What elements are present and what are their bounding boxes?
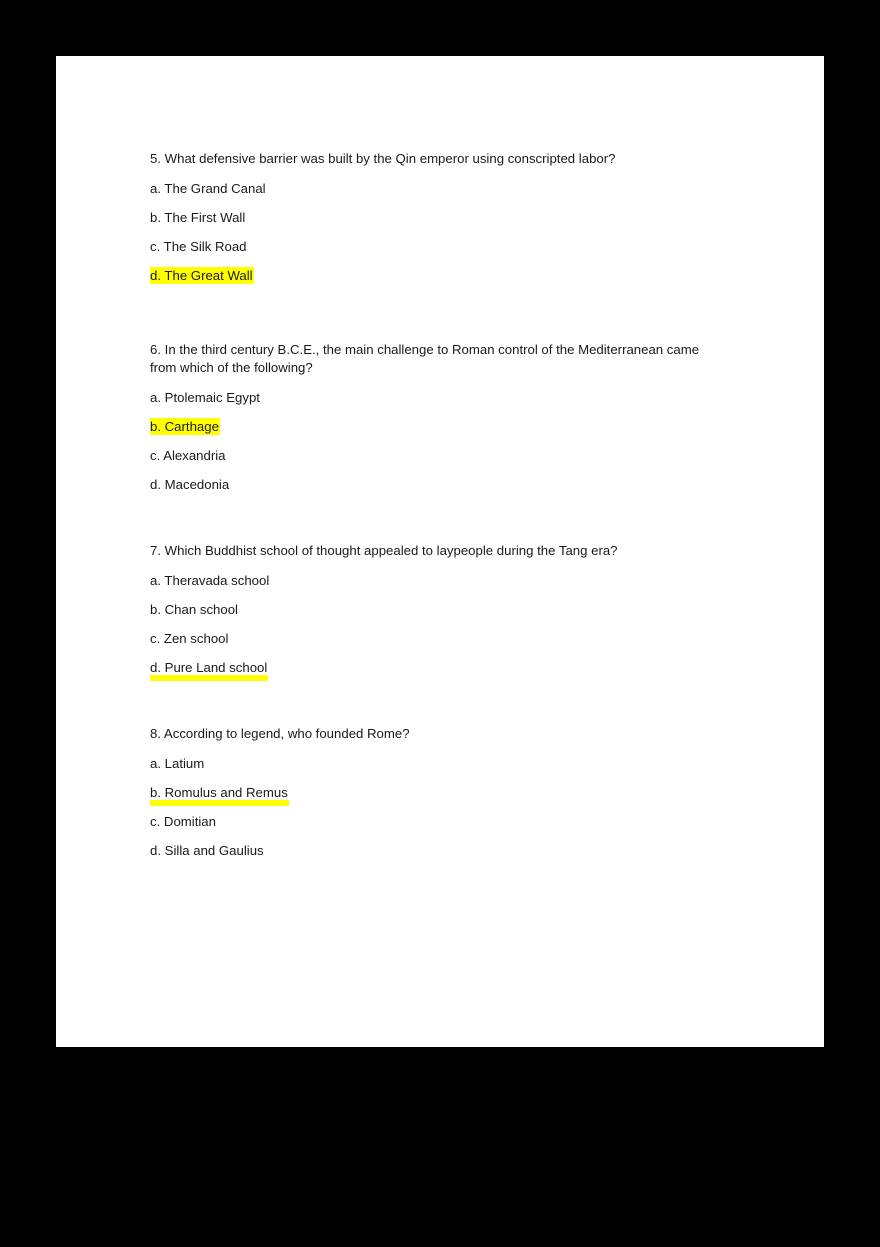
document-page bbox=[56, 56, 824, 1047]
question-text: 8. According to legend, who founded Rome? bbox=[150, 726, 410, 741]
answer-option-label: a. The Grand Canal bbox=[150, 181, 266, 196]
answer-option-label: b. Carthage bbox=[150, 419, 219, 434]
answer-option[interactable] bbox=[150, 842, 710, 860]
answer-option-underlined[interactable] bbox=[150, 659, 710, 677]
answer-option-label: c. Zen school bbox=[150, 631, 229, 646]
answer-option-label: a. Theravada school bbox=[150, 573, 270, 588]
question-text: 5. What defensive barrier was built by the Qin emperor using conscripted labor? bbox=[150, 151, 616, 166]
answer-option-highlighted[interactable] bbox=[150, 267, 710, 285]
answer-option[interactable] bbox=[150, 572, 710, 590]
question-block-6 bbox=[150, 341, 710, 494]
answer-option-label: d. Silla and Gaulius bbox=[150, 843, 264, 858]
answer-option[interactable] bbox=[150, 389, 710, 407]
question-text: 7. Which Buddhist school of thought appealed to laypeople during the Tang era? bbox=[150, 543, 618, 558]
answer-option-label: b. Romulus and Remus bbox=[150, 784, 289, 806]
answer-option-label: d. The Great Wall bbox=[150, 268, 253, 283]
answer-option-highlighted[interactable] bbox=[150, 418, 710, 436]
answer-option[interactable] bbox=[150, 209, 710, 227]
answer-option[interactable] bbox=[150, 476, 710, 494]
question-text: 6. In the third century B.C.E., the main challenge to Roman control of the Mediterranean came from which of the following? bbox=[150, 342, 700, 375]
answer-option-label: a. Ptolemaic Egypt bbox=[150, 390, 260, 405]
answer-option[interactable] bbox=[150, 601, 710, 619]
answer-option[interactable] bbox=[150, 813, 710, 831]
question-block-8 bbox=[150, 725, 710, 860]
answer-option[interactable] bbox=[150, 755, 710, 773]
answer-option-label: c. Alexandria bbox=[150, 448, 226, 463]
answer-option[interactable] bbox=[150, 180, 710, 198]
answer-option-underlined[interactable] bbox=[150, 784, 710, 802]
answer-option-label: c. The Silk Road bbox=[150, 239, 247, 254]
question-block-5 bbox=[150, 150, 710, 285]
answer-option-label: b. The First Wall bbox=[150, 210, 246, 225]
section-spacer bbox=[150, 520, 710, 542]
answer-option-label: b. Chan school bbox=[150, 602, 238, 617]
answer-option-label: c. Domitian bbox=[150, 814, 216, 829]
answer-option-label: d. Pure Land school bbox=[150, 659, 268, 681]
answer-option[interactable] bbox=[150, 630, 710, 648]
question-block-7 bbox=[150, 542, 710, 677]
section-spacer bbox=[150, 311, 710, 341]
document-content bbox=[150, 150, 710, 886]
answer-option[interactable] bbox=[150, 238, 710, 256]
answer-option-label: a. Latium bbox=[150, 756, 205, 771]
section-spacer bbox=[150, 703, 710, 725]
answer-option-label: d. Macedonia bbox=[150, 477, 230, 492]
answer-option[interactable] bbox=[150, 447, 710, 465]
